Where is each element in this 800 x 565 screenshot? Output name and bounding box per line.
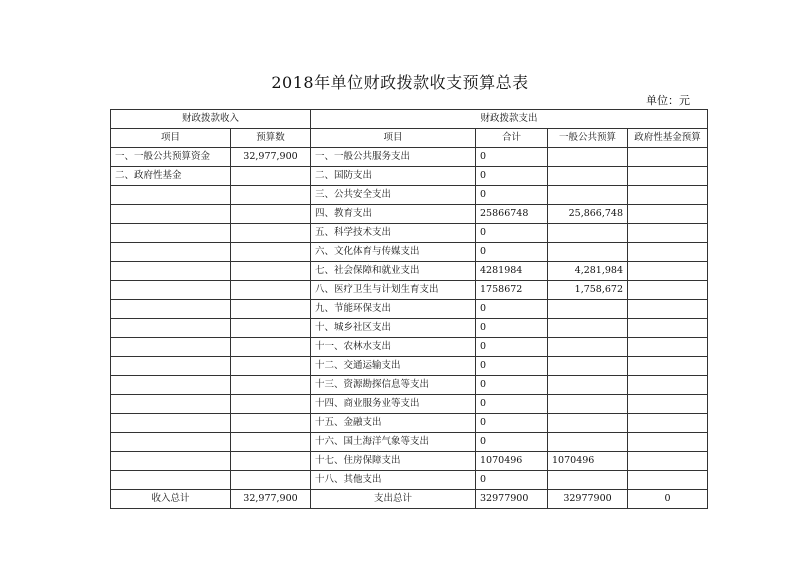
expense-item-cell: 十四、商业服务业等支出 [311,395,476,414]
income-budget-cell [231,395,311,414]
table-row [111,281,708,300]
table-row [111,433,708,452]
table-row [111,376,708,395]
income-item-cell [111,243,231,262]
income-budget-cell [231,338,311,357]
income-budget-cell [231,452,311,471]
income-item-cell [111,281,231,300]
expense-total-cell: 0 [476,224,548,243]
expense-total-cell: 4281984 [476,262,548,281]
expense-total-cell: 0 [476,148,548,167]
expense-total-cell: 25866748 [476,205,548,224]
expense-general-cell [548,167,628,186]
income-budget-cell [231,281,311,300]
expense-fund-cell [628,148,708,167]
income-item-cell [111,186,231,205]
income-item-cell [111,395,231,414]
table-row [111,167,708,186]
income-item-cell [111,224,231,243]
expense-general-cell [548,357,628,376]
expense-fund-cell [628,357,708,376]
income-budget-cell: 32,977,900 [231,148,311,167]
section-header-row [111,110,708,129]
income-budget-cell [231,243,311,262]
expense-total-cell: 0 [476,243,548,262]
expense-general-cell [548,376,628,395]
expense-fund-cell [628,414,708,433]
expense-general-cell [548,433,628,452]
expense-fund-cell [628,471,708,490]
expense-general-cell [548,224,628,243]
expense-total-cell: 0 [476,395,548,414]
expense-item-cell: 十八、其他支出 [311,471,476,490]
income-item-cell [111,319,231,338]
unit-label: 单位：元 [646,94,690,107]
expense-fund-cell [628,243,708,262]
totals-row [111,490,708,509]
expense-fund-cell [628,224,708,243]
expense-fund-cell [628,319,708,338]
expense-total-header: 合计 [476,129,548,148]
income-total-value: 32,977,900 [231,490,311,509]
expense-general-cell: 1070496 [548,452,628,471]
table-row [111,338,708,357]
expense-item-cell: 十三、资源勘探信息等支出 [311,376,476,395]
expense-item-cell: 十六、国土海洋气象等支出 [311,433,476,452]
expense-fund-cell [628,338,708,357]
expense-fund-sum: 0 [628,490,708,509]
expense-item-cell: 十一、农林水支出 [311,338,476,357]
expense-total-cell: 0 [476,376,548,395]
expense-fund-cell [628,376,708,395]
expense-item-cell: 十七、住房保障支出 [311,452,476,471]
expense-fund-cell [628,186,708,205]
expense-fund-cell [628,262,708,281]
income-item-header: 项目 [111,129,231,148]
expense-fund-cell [628,281,708,300]
income-budget-cell [231,319,311,338]
expense-general-cell [548,148,628,167]
expense-item-cell: 二、国防支出 [311,167,476,186]
table-row [111,224,708,243]
budget-summary-table [110,109,708,509]
table-row [111,205,708,224]
expense-total-cell: 0 [476,471,548,490]
income-item-cell [111,205,231,224]
expense-general-cell [548,395,628,414]
expense-total-cell: 0 [476,186,548,205]
income-item-cell [111,452,231,471]
expense-general-cell [548,338,628,357]
expense-general-cell [548,300,628,319]
table-row [111,148,708,167]
expense-total-cell: 1758672 [476,281,548,300]
table-row [111,452,708,471]
expense-fund-cell [628,167,708,186]
income-budget-cell [231,224,311,243]
income-item-cell [111,357,231,376]
income-budget-cell [231,414,311,433]
income-item-cell [111,414,231,433]
expense-fund-cell [628,395,708,414]
expense-item-cell: 九、节能环保支出 [311,300,476,319]
expense-total-cell: 0 [476,338,548,357]
income-item-cell [111,338,231,357]
income-item-cell: 一、一般公共预算资金 [111,148,231,167]
expense-fund-cell [628,452,708,471]
expense-general-sum: 32977900 [548,490,628,509]
expense-total-cell: 0 [476,167,548,186]
expense-general-cell: 25,866,748 [548,205,628,224]
expense-total-cell: 0 [476,300,548,319]
income-budget-cell [231,167,311,186]
expense-item-cell: 七、社会保障和就业支出 [311,262,476,281]
expense-item-cell: 十二、交通运输支出 [311,357,476,376]
expense-item-cell: 十、城乡社区支出 [311,319,476,338]
expense-total-cell: 0 [476,433,548,452]
income-item-cell [111,471,231,490]
income-item-cell [111,262,231,281]
table-row [111,357,708,376]
income-budget-cell [231,376,311,395]
income-budget-cell [231,433,311,452]
column-header-row [111,129,708,148]
table-row [111,186,708,205]
expense-total-cell: 0 [476,414,548,433]
income-budget-cell [231,300,311,319]
income-budget-cell [231,357,311,376]
expense-total-sum: 32977900 [476,490,548,509]
expense-total-cell: 0 [476,319,548,338]
expense-item-cell: 五、科学技术支出 [311,224,476,243]
expense-fund-cell [628,433,708,452]
income-total-label: 收入总计 [111,490,231,509]
table-row [111,300,708,319]
expense-general-cell [548,186,628,205]
expense-general-header: 一般公共预算 [548,129,628,148]
expense-item-cell: 一、一般公共服务支出 [311,148,476,167]
expense-general-cell [548,414,628,433]
income-budget-cell [231,262,311,281]
expense-item-cell: 八、医疗卫生与计划生育支出 [311,281,476,300]
expense-fund-cell [628,205,708,224]
income-item-cell [111,433,231,452]
income-budget-cell [231,471,311,490]
income-budget-cell [231,205,311,224]
expense-general-cell [548,319,628,338]
table-row [111,414,708,433]
income-budget-cell [231,186,311,205]
expense-fund-cell [628,300,708,319]
expense-general-cell: 4,281,984 [548,262,628,281]
table-row [111,243,708,262]
expense-general-cell: 1,758,672 [548,281,628,300]
income-item-cell [111,300,231,319]
expense-general-cell [548,243,628,262]
expense-item-header: 项目 [311,129,476,148]
expense-total-cell: 1070496 [476,452,548,471]
page-title: 2018年单位财政拨款收支预算总表 [271,73,529,92]
expense-item-cell: 四、教育支出 [311,205,476,224]
income-item-cell: 二、政府性基金 [111,167,231,186]
expense-total-cell: 0 [476,357,548,376]
expense-section-header: 财政拨款支出 [311,110,708,129]
table-row [111,319,708,338]
table-row [111,262,708,281]
income-item-cell [111,376,231,395]
expense-general-cell [548,471,628,490]
table-row [111,471,708,490]
expense-item-cell: 六、文化体育与传媒支出 [311,243,476,262]
expense-item-cell: 三、公共安全支出 [311,186,476,205]
income-section-header: 财政拨款收入 [111,110,311,129]
expense-item-cell: 十五、金融支出 [311,414,476,433]
expense-total-label: 支出总计 [311,490,476,509]
expense-fund-header: 政府性基金预算 [628,129,708,148]
table-row [111,395,708,414]
income-budget-header: 预算数 [231,129,311,148]
